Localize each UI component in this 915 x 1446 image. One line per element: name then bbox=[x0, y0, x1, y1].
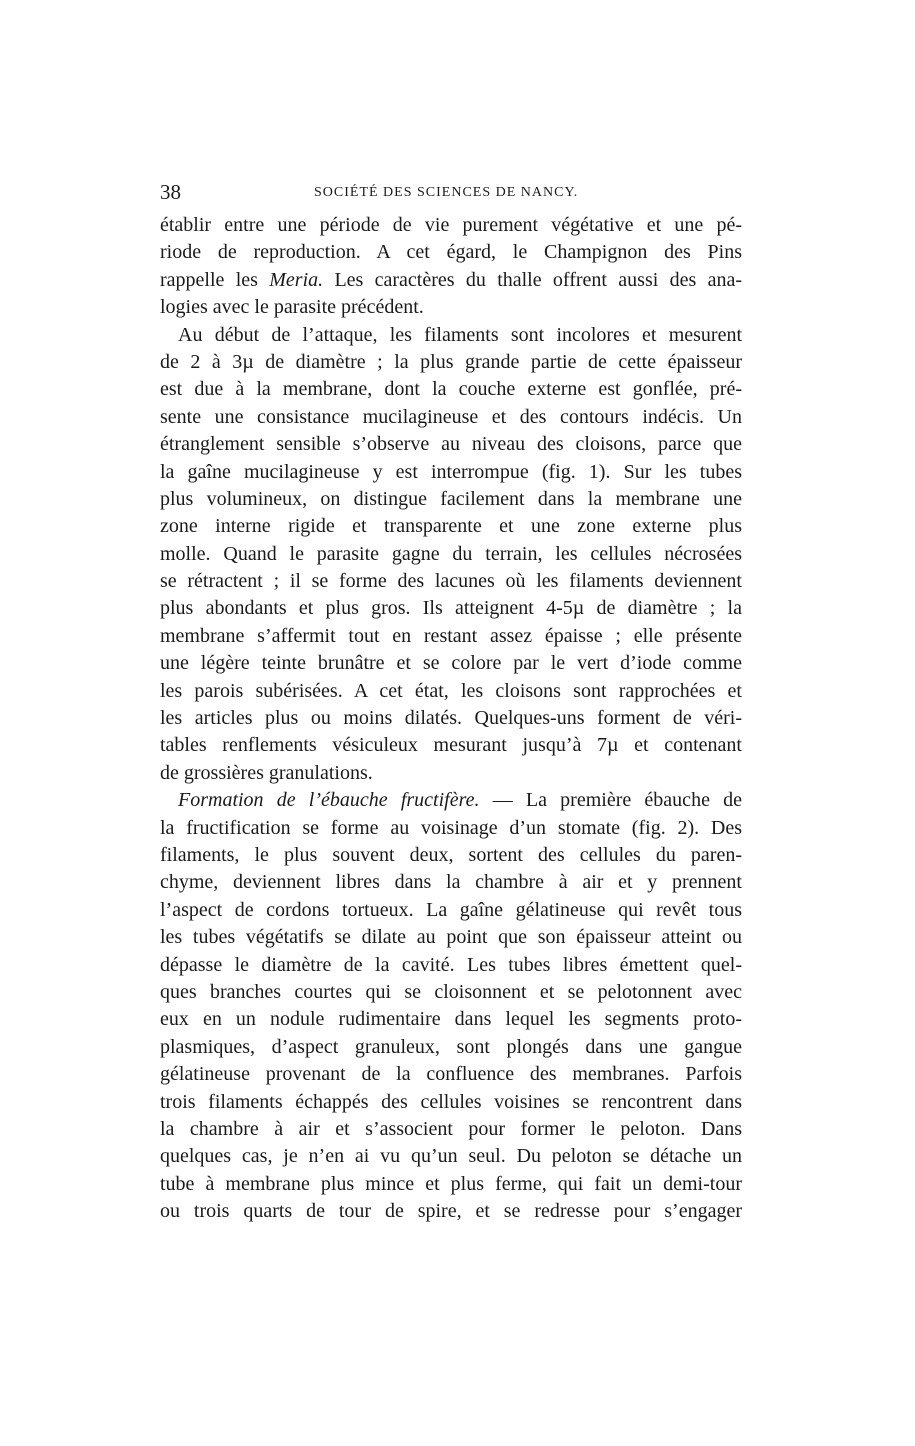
text-line: établir entre une période de vie purement végétative et une pé- bbox=[160, 214, 742, 236]
text-line: zone interne rigide et transparente et une zone externe plus bbox=[160, 515, 742, 538]
section-heading: Formation de l’ébauche fructifère. bbox=[178, 789, 480, 812]
text-line: l’aspect de cordons tortueux. La gaîne gélatineuse qui revêt tous bbox=[160, 898, 742, 921]
paragraph-end-line: de grossières granulations. bbox=[160, 761, 373, 784]
text-line: se rétractent ; il se forme des lacunes où les filaments deviennent bbox=[160, 570, 742, 593]
text-line: étranglement sensible s’observe au niveau des cloisons, parce que bbox=[160, 433, 742, 456]
text-line: est due à la membrane, dont la couche externe est gonflée, pré- bbox=[160, 378, 742, 401]
text-line: plus volumineux, on distingue facilement dans la membrane une bbox=[160, 487, 742, 510]
text-line: la chambre à air et s’associent pour former le peloton. Dans bbox=[160, 1117, 742, 1140]
text-line: filaments, le plus souvent deux, sortent des cellules du paren- bbox=[160, 843, 742, 866]
text-line: ou trois quarts de tour de spire, et se redresse pour s’engager bbox=[160, 1200, 742, 1223]
section-heading-line: Formation de l’ébauche fructifère. — La première ébauche de bbox=[178, 789, 743, 812]
text-line: sente une consistance mucilagineuse et des contours indécis. Un bbox=[160, 405, 742, 428]
text-line: une légère teinte brunâtre et se colore par le vert d’iode comme bbox=[160, 652, 742, 675]
text-line: membrane s’affermit tout en restant assez épaisse ; elle présente bbox=[160, 624, 742, 647]
paragraph-end-line: logies avec le parasite précédent. bbox=[160, 296, 424, 319]
text-line: plus abondants et plus gros. Ils atteignent 4-5µ de diamètre ; la bbox=[160, 597, 742, 620]
text-line: tables renflements vésiculeux mesurant jusqu’à 7µ et contenant bbox=[160, 734, 742, 757]
text-line: les articles plus ou moins dilatés. Quelques-uns forment de véri- bbox=[160, 707, 742, 730]
text-line: eux en un nodule rudimentaire dans lequel les segments proto- bbox=[160, 1008, 742, 1031]
text-line: les tubes végétatifs se dilate au point que son épaisseur atteint ou bbox=[160, 926, 742, 949]
text-line: de 2 à 3µ de diamètre ; la plus grande partie de cette épaisseur bbox=[160, 350, 742, 373]
text-line: plasmiques, d’aspect granuleux, sont plongés dans une gangue bbox=[160, 1035, 742, 1058]
text-line: la gaîne mucilagineuse y est interrompue (fig. 1). Sur les tubes bbox=[160, 460, 742, 483]
text-line: trois filaments échappés des cellules voisines se rencontrent dans bbox=[160, 1090, 742, 1113]
text-line: quelques cas, je n’en ai vu qu’un seul. Du peloton se détache un bbox=[160, 1145, 742, 1168]
text-line: gélatineuse provenant de la confluence des membranes. Parfois bbox=[160, 1063, 742, 1086]
text-line: Au début de l’attaque, les filaments sont incolores et mesurent bbox=[178, 323, 742, 346]
text-line: molle. Quand le parasite gagne du terrain, les cellules nécrosées bbox=[160, 542, 742, 565]
body-text bbox=[160, 212, 742, 1225]
text-line: riode de reproduction. A cet égard, le Champignon des Pins bbox=[160, 241, 742, 264]
text-line: la fructification se forme au voisinage d’un stomate (fig. 2). Des bbox=[160, 816, 742, 839]
text-line: dépasse le diamètre de la cavité. Les tubes libres émettent quel- bbox=[160, 953, 742, 976]
text-line: chyme, deviennent libres dans la chambre à air et y prennent bbox=[160, 871, 742, 894]
page-number: 38 bbox=[160, 180, 181, 204]
text-line: rappelle les Meria. Les caractères du thalle offrent aussi des ana- bbox=[160, 268, 742, 291]
taxon-name: Meria. bbox=[269, 268, 324, 291]
running-head: SOCIÉTÉ DES SCIENCES DE NANCY. bbox=[314, 185, 579, 200]
text-line: ques branches courtes qui se cloisonnent et se pelotonnent avec bbox=[160, 980, 742, 1003]
text-line: tube à membrane plus mince et plus ferme, qui fait un demi-tour bbox=[160, 1172, 742, 1195]
page-header bbox=[160, 178, 742, 206]
text-line: les parois subérisées. A cet état, les cloisons sont rapprochées et bbox=[160, 679, 742, 702]
